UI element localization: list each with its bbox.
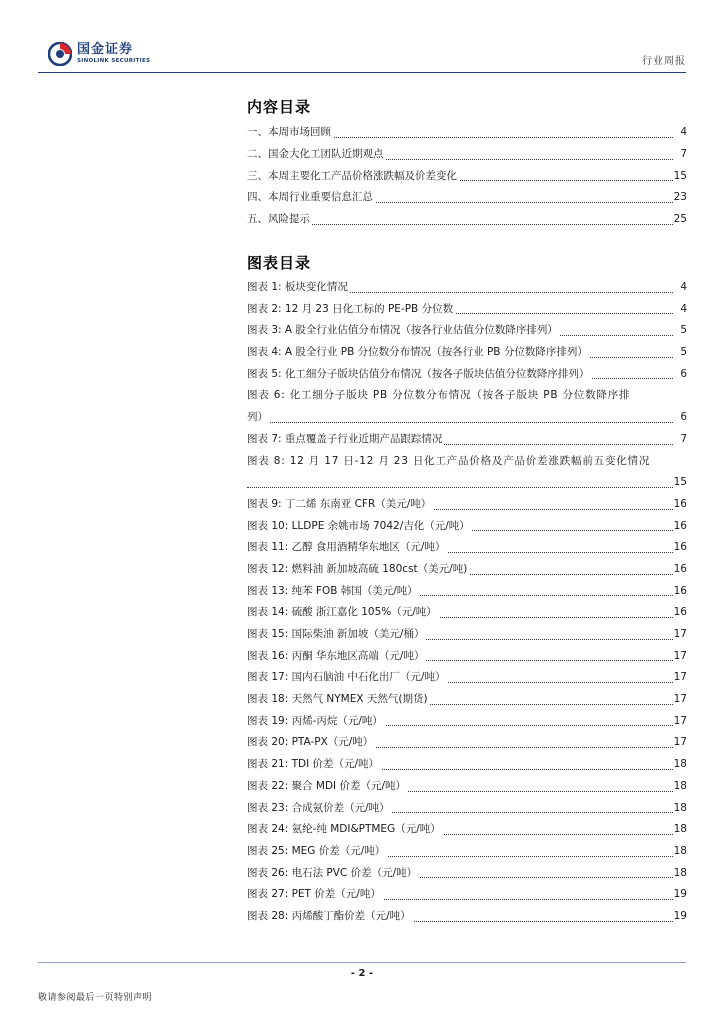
entry-label: 图表 5: 化工细分子版块估值分布情况（按各子版块估值分位数降序排列） bbox=[247, 367, 590, 380]
figure-entry[interactable] bbox=[247, 754, 687, 776]
entry-page-number: 6 bbox=[679, 364, 687, 386]
entry-label: 图表 1: 板块变化情况 bbox=[247, 281, 348, 293]
entry-label: 图表 20: PTA-PX（元/吨） bbox=[247, 736, 374, 749]
entry-label: 一、本周市场回顾 bbox=[247, 126, 331, 138]
entry-label: 列） bbox=[247, 411, 268, 424]
entry-page-number: 5 bbox=[679, 320, 687, 342]
entry-label: 图表 8: 12 月 17 日-12 月 23 日化工产品价格及产品价差涨跌幅前五变化情况 bbox=[247, 454, 651, 467]
entry-page-number: 16 bbox=[673, 537, 687, 559]
dot-leader bbox=[247, 487, 673, 488]
entry-label: 图表 24: 氨纶-纯 MDI&PTMEG（元/吨） bbox=[247, 823, 441, 836]
figure-entry[interactable] bbox=[247, 277, 687, 299]
figure-entry[interactable] bbox=[247, 602, 687, 624]
entry-label: 图表 15: 国际柴油 新加坡（美元/桶） bbox=[247, 628, 425, 640]
entry-label: 图表 16: 丙酮 华东地区高端（元/吨） bbox=[247, 649, 425, 662]
entry-page-number: 19 bbox=[673, 884, 687, 906]
entry-label: 图表 13: 纯苯 FOB 韩国（美元/吨） bbox=[247, 584, 418, 597]
contents-entry[interactable] bbox=[247, 144, 687, 166]
figure-entry[interactable] bbox=[247, 624, 687, 646]
figure-entry[interactable] bbox=[247, 451, 687, 473]
figure-entry[interactable] bbox=[247, 884, 687, 906]
entry-label: 图表 18: 天然气 NYMEX 天然气(期货) bbox=[247, 693, 428, 706]
entry-page-number: 25 bbox=[673, 209, 687, 231]
entry-page-number: 17 bbox=[673, 624, 687, 646]
figure-entry[interactable] bbox=[247, 581, 687, 603]
entry-label: 图表 9: 丁二烯 东南亚 CFR（美元/吨） bbox=[247, 497, 432, 510]
figure-entry[interactable] bbox=[247, 407, 687, 429]
entry-label: 图表 4: A 股全行业 PB 分位数分布情况（按各行业 PB 分位数降序排列） bbox=[247, 346, 588, 359]
entry-page-number: 23 bbox=[673, 187, 687, 209]
entry-label: 图表 12: 燃料油 新加坡高硫 180cst（美元/吨) bbox=[247, 562, 468, 575]
figure-entry[interactable] bbox=[247, 299, 687, 321]
figure-entry[interactable] bbox=[247, 364, 687, 386]
entry-page-number: 18 bbox=[673, 863, 687, 885]
entry-page-number: 4 bbox=[679, 122, 687, 144]
entry-page-number: 18 bbox=[673, 798, 687, 820]
figure-entry[interactable] bbox=[247, 516, 687, 538]
entry-page-number: 16 bbox=[673, 581, 687, 603]
contents-entry[interactable] bbox=[247, 187, 687, 209]
page-header bbox=[38, 38, 686, 72]
logo-english-name: SINOLINK SECURITIES bbox=[77, 58, 151, 64]
figure-entry[interactable] bbox=[247, 385, 687, 407]
figure-entry[interactable] bbox=[247, 646, 687, 668]
figure-entry[interactable] bbox=[247, 537, 687, 559]
figure-entry[interactable] bbox=[247, 776, 687, 798]
figure-entry[interactable] bbox=[247, 819, 687, 841]
entry-label: 三、本周主要化工产品价格涨跌幅及价差变化 bbox=[247, 169, 457, 182]
sinolink-logo-icon bbox=[48, 42, 72, 66]
entry-page-number: 17 bbox=[673, 667, 687, 689]
figure-entry[interactable] bbox=[247, 798, 687, 820]
contents-list bbox=[247, 122, 687, 231]
entry-label: 四、本周行业重要信息汇总 bbox=[247, 191, 373, 204]
figure-entry[interactable] bbox=[247, 689, 687, 711]
entry-page-number: 16 bbox=[673, 602, 687, 624]
entry-label: 图表 10: LLDPE 余姚市场 7042/吉化（元/吨） bbox=[247, 519, 470, 532]
report-type-label: 行业周报 bbox=[642, 56, 686, 67]
company-logo bbox=[48, 42, 150, 66]
entry-label: 二、国金大化工团队近期观点 bbox=[247, 147, 384, 160]
contents-entry[interactable] bbox=[247, 166, 687, 188]
entry-page-number: 5 bbox=[679, 342, 687, 364]
figure-entry[interactable] bbox=[247, 429, 687, 451]
dot-leader bbox=[247, 422, 673, 423]
entry-label: 图表 6: 化工细分子版块 PB 分位数分布情况（按各子版块 PB 分位数降序排 bbox=[247, 389, 631, 402]
entry-page-number: 18 bbox=[673, 754, 687, 776]
entry-page-number: 16 bbox=[673, 559, 687, 581]
figure-entry[interactable] bbox=[247, 711, 687, 733]
contents-title: 内容目录 bbox=[247, 98, 312, 116]
entry-label: 图表 14: 硫酸 浙江嘉化 105%（元/吨） bbox=[247, 606, 437, 619]
page-number: - 2 - bbox=[350, 968, 374, 979]
entry-page-number: 17 bbox=[673, 711, 687, 733]
entry-page-number: 18 bbox=[673, 776, 687, 798]
figure-entry[interactable] bbox=[247, 472, 687, 494]
entry-label: 图表 23: 合成氨价差（元/吨） bbox=[247, 801, 390, 814]
entry-label: 图表 7: 重点覆盖子行业近期产品跟踪情况 bbox=[247, 432, 443, 445]
entry-label: 图表 19: 丙烯-丙烷（元/吨） bbox=[247, 714, 383, 727]
entry-page-number: 17 bbox=[673, 646, 687, 668]
figure-entry[interactable] bbox=[247, 494, 687, 516]
entry-label: 图表 21: TDI 价差（元/吨） bbox=[247, 758, 380, 771]
figures-title: 图表目录 bbox=[247, 254, 312, 272]
logo-chinese-name: 国金证券 bbox=[77, 42, 134, 57]
figure-entry[interactable] bbox=[247, 732, 687, 754]
entry-label: 图表 22: 聚合 MDI 价差（元/吨） bbox=[247, 779, 407, 792]
entry-page-number: 16 bbox=[673, 516, 687, 538]
entry-page-number: 4 bbox=[679, 277, 687, 299]
entry-label: 图表 2: 12 月 23 日化工标的 PE-PB 分位数 bbox=[247, 302, 454, 315]
entry-label: 图表 11: 乙醇 食用酒精华东地区（元/吨） bbox=[247, 541, 446, 554]
entry-page-number: 18 bbox=[673, 841, 687, 863]
entry-page-number: 15 bbox=[673, 166, 687, 188]
contents-entry[interactable] bbox=[247, 209, 687, 231]
entry-page-number: 16 bbox=[673, 494, 687, 516]
figure-entry[interactable] bbox=[247, 841, 687, 863]
entry-label: 图表 28: 丙烯酸丁酯价差（元/吨） bbox=[247, 909, 411, 922]
figure-entry[interactable] bbox=[247, 667, 687, 689]
footer-divider bbox=[38, 962, 686, 963]
disclaimer-note: 敬请参阅最后一页特别声明 bbox=[38, 993, 153, 1003]
figure-entry[interactable] bbox=[247, 342, 687, 364]
entry-label: 图表 3: A 股全行业估值分布情况（按各行业估值分位数降序排列） bbox=[247, 324, 558, 337]
entry-label: 五、风险提示 bbox=[247, 213, 310, 226]
entry-label: 图表 26: 电石法 PVC 价差（元/吨） bbox=[247, 866, 418, 879]
header-divider bbox=[38, 72, 686, 73]
entry-page-number: 7 bbox=[679, 429, 687, 451]
entry-page-number: 15 bbox=[673, 472, 687, 494]
figure-entry[interactable] bbox=[247, 320, 687, 342]
entry-page-number: 17 bbox=[673, 689, 687, 711]
entry-page-number: 6 bbox=[679, 407, 687, 429]
contents-entry[interactable] bbox=[247, 122, 687, 144]
entry-page-number: 19 bbox=[673, 906, 687, 928]
entry-label: 图表 27: PET 价差（元/吨） bbox=[247, 888, 381, 901]
figures-list bbox=[247, 277, 687, 928]
entry-label: 图表 17: 国内石脑油 中石化出厂（元/吨） bbox=[247, 671, 446, 684]
entry-label: 图表 25: MEG 价差（元/吨） bbox=[247, 844, 386, 857]
entry-label bbox=[247, 476, 249, 488]
figure-entry[interactable] bbox=[247, 906, 687, 928]
figure-entry[interactable] bbox=[247, 559, 687, 581]
entry-page-number: 18 bbox=[673, 819, 687, 841]
entry-page-number: 4 bbox=[679, 299, 687, 321]
entry-page-number: 17 bbox=[673, 732, 687, 754]
figure-entry[interactable] bbox=[247, 863, 687, 885]
entry-page-number: 7 bbox=[679, 144, 687, 166]
